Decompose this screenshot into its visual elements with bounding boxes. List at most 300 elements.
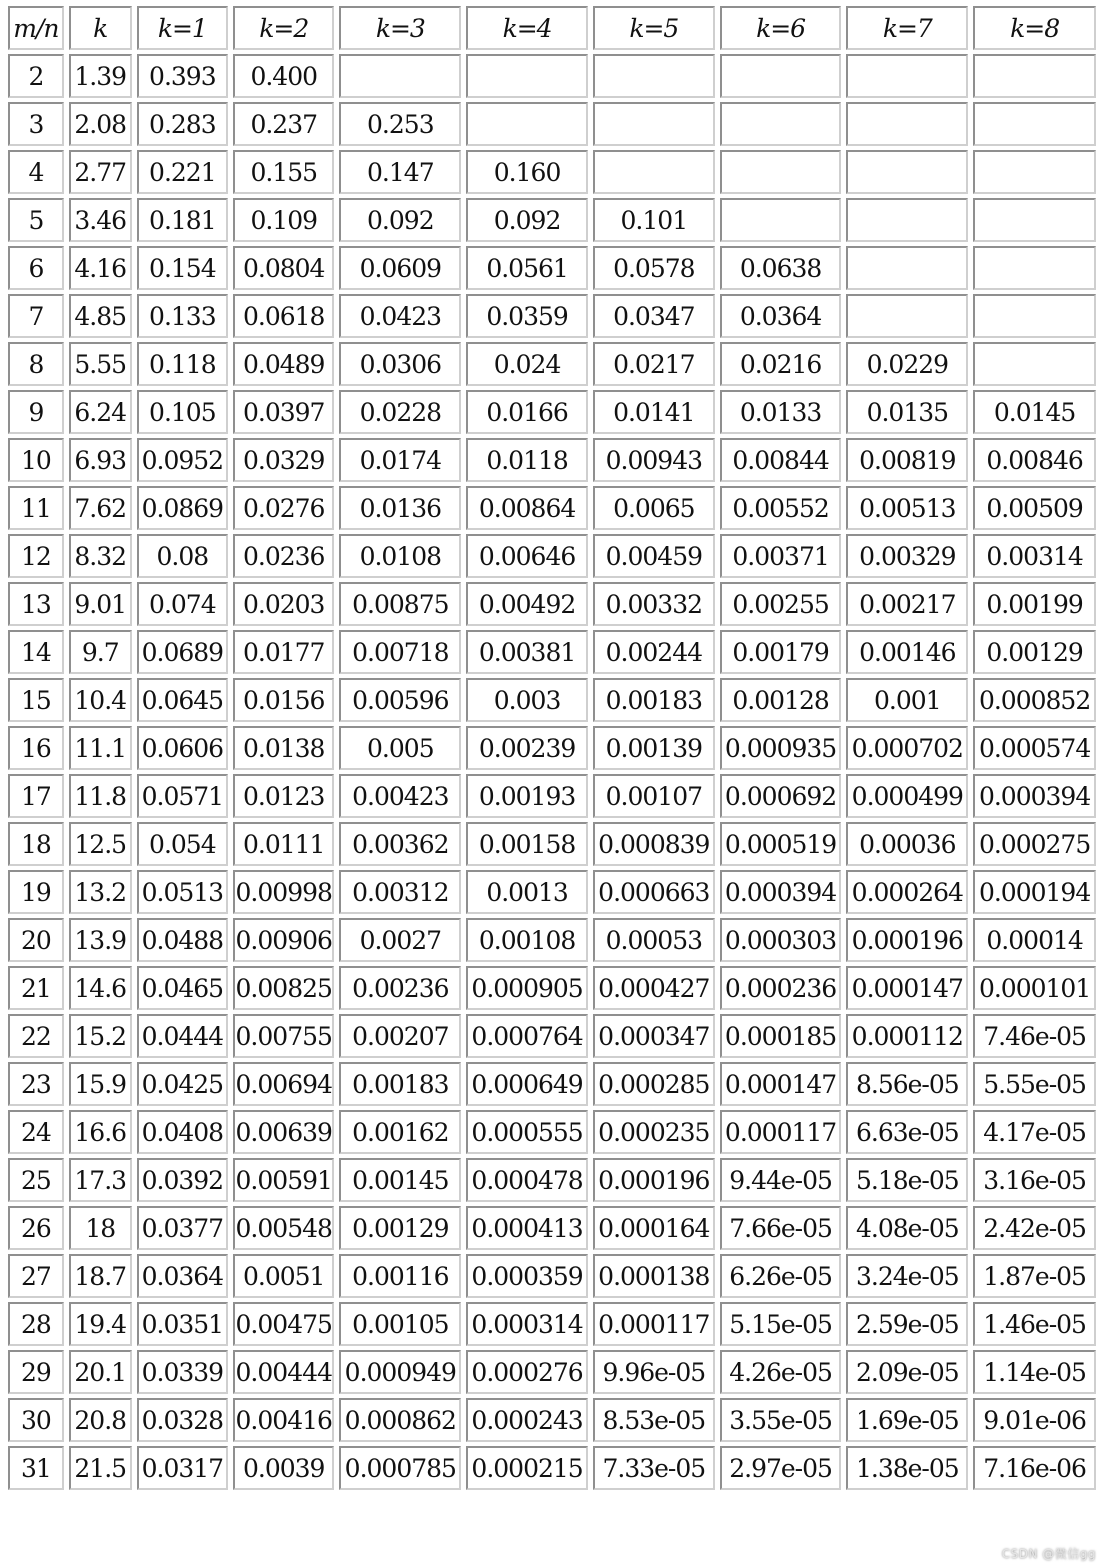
- table-row: [8, 678, 1096, 722]
- table-cell: 0.000519: [720, 822, 842, 866]
- row-label-cell: 8: [8, 342, 64, 386]
- table-cell: 0.0156: [233, 678, 334, 722]
- table-cell: 6.63e-05: [846, 1110, 968, 1154]
- table-cell: 0.000276: [466, 1350, 588, 1394]
- table-cell: 5.55e-05: [973, 1062, 1096, 1106]
- table-cell: 0.0869: [137, 486, 228, 530]
- table-cell: 0.00513: [846, 486, 968, 530]
- table-cell: 0.0489: [233, 342, 334, 386]
- table-cell: 0.0118: [466, 438, 588, 482]
- table-cell: 0.109: [233, 198, 334, 242]
- table-cell: 0.00193: [466, 774, 588, 818]
- table-row: [8, 822, 1096, 866]
- table-cell: 0.0689: [137, 630, 228, 674]
- table-cell: 10.4: [69, 678, 132, 722]
- row-label-cell: 29: [8, 1350, 64, 1394]
- table-cell: 0.0306: [339, 342, 461, 386]
- table-cell: [973, 198, 1096, 242]
- table-cell: 2.59e-05: [846, 1302, 968, 1346]
- table-cell: 0.00105: [339, 1302, 461, 1346]
- table-cell: 0.00129: [973, 630, 1096, 674]
- table-cell: 6.24: [69, 390, 132, 434]
- table-cell: [466, 102, 588, 146]
- table-cell: 13.9: [69, 918, 132, 962]
- table-row: [8, 774, 1096, 818]
- table-cell: 0.0317: [137, 1446, 228, 1490]
- table-cell: 9.96e-05: [593, 1350, 715, 1394]
- table-cell: 13.2: [69, 870, 132, 914]
- row-label-cell: 7: [8, 294, 64, 338]
- watermark: CSDN @微信gg: [1001, 1547, 1096, 1561]
- table-cell: 0.00552: [720, 486, 842, 530]
- table-cell: 0.000117: [593, 1302, 715, 1346]
- table-cell: 0.054: [137, 822, 228, 866]
- table-cell: 0.160: [466, 150, 588, 194]
- table-cell: 17.3: [69, 1158, 132, 1202]
- table-cell: [973, 102, 1096, 146]
- table-cell: 0.000649: [466, 1062, 588, 1106]
- table-cell: 0.0174: [339, 438, 461, 482]
- table-cell: [846, 54, 968, 98]
- table-cell: 0.00312: [339, 870, 461, 914]
- table-cell: 0.0228: [339, 390, 461, 434]
- table-cell: 18: [69, 1206, 132, 1250]
- table-cell: 0.00116: [339, 1254, 461, 1298]
- table-cell: 0.0364: [137, 1254, 228, 1298]
- table-cell: 0.0051: [233, 1254, 334, 1298]
- row-label-cell: 30: [8, 1398, 64, 1442]
- table-cell: 0.00108: [466, 918, 588, 962]
- table-cell: 0.000117: [720, 1110, 842, 1154]
- table-cell: [973, 246, 1096, 290]
- table-cell: [973, 342, 1096, 386]
- table-cell: 0.000164: [593, 1206, 715, 1250]
- table-cell: 0.00694: [233, 1062, 334, 1106]
- table-cell: 0.0359: [466, 294, 588, 338]
- table-cell: 0.00548: [233, 1206, 334, 1250]
- table-row: [8, 1398, 1096, 1442]
- table-row: [8, 390, 1096, 434]
- table-cell: 0.00139: [593, 726, 715, 770]
- table-cell: 8.32: [69, 534, 132, 578]
- table-cell: 0.000236: [720, 966, 842, 1010]
- table-row: [8, 1302, 1096, 1346]
- table-cell: 0.000692: [720, 774, 842, 818]
- table-cell: 0.00362: [339, 822, 461, 866]
- table-cell: 0.00107: [593, 774, 715, 818]
- table-cell: 3.16e-05: [973, 1158, 1096, 1202]
- table-cell: 0.000394: [720, 870, 842, 914]
- table-cell: 0.0377: [137, 1206, 228, 1250]
- table-cell: 0.000785: [339, 1446, 461, 1490]
- table-cell: 0.0444: [137, 1014, 228, 1058]
- table-cell: 1.46e-05: [973, 1302, 1096, 1346]
- table-cell: 0.147: [339, 150, 461, 194]
- table-cell: 0.0123: [233, 774, 334, 818]
- table-cell: 0.00255: [720, 582, 842, 626]
- table-cell: 21.5: [69, 1446, 132, 1490]
- table-row: [8, 294, 1096, 338]
- table-cell: 9.7: [69, 630, 132, 674]
- table-cell: 0.00444: [233, 1350, 334, 1394]
- table-cell: 0.0571: [137, 774, 228, 818]
- table-cell: 0.0145: [973, 390, 1096, 434]
- table-row: [8, 150, 1096, 194]
- row-label-cell: 28: [8, 1302, 64, 1346]
- table-cell: 1.87e-05: [973, 1254, 1096, 1298]
- row-label-cell: 5: [8, 198, 64, 242]
- table-row: [8, 246, 1096, 290]
- table-cell: 5.55: [69, 342, 132, 386]
- row-label-cell: 4: [8, 150, 64, 194]
- table-cell: 7.62: [69, 486, 132, 530]
- table-cell: 2.08: [69, 102, 132, 146]
- table-cell: 0.000499: [846, 774, 968, 818]
- table-cell: 0.000839: [593, 822, 715, 866]
- table-cell: 0.00423: [339, 774, 461, 818]
- table-cell: 0.000702: [846, 726, 968, 770]
- table-cell: [973, 54, 1096, 98]
- table-cell: 0.101: [593, 198, 715, 242]
- table-cell: 0.00129: [339, 1206, 461, 1250]
- table-cell: 4.08e-05: [846, 1206, 968, 1250]
- row-label-cell: 21: [8, 966, 64, 1010]
- table-cell: 0.000413: [466, 1206, 588, 1250]
- table-cell: 0.0397: [233, 390, 334, 434]
- table-cell: 0.00207: [339, 1014, 461, 1058]
- table-cell: 0.00844: [720, 438, 842, 482]
- table-cell: 2.09e-05: [846, 1350, 968, 1394]
- table-cell: 0.0216: [720, 342, 842, 386]
- table-cell: 0.000112: [846, 1014, 968, 1058]
- table-cell: 0.00998: [233, 870, 334, 914]
- column-header: m/n: [8, 6, 64, 50]
- table-cell: 0.0561: [466, 246, 588, 290]
- table-cell: 8.56e-05: [846, 1062, 968, 1106]
- table-cell: [593, 54, 715, 98]
- table-cell: 0.00217: [846, 582, 968, 626]
- table-cell: [846, 294, 968, 338]
- table-cell: 11.1: [69, 726, 132, 770]
- table-cell: 3.55e-05: [720, 1398, 842, 1442]
- table-cell: 0.0328: [137, 1398, 228, 1442]
- table-cell: 0.0513: [137, 870, 228, 914]
- table-cell: 0.0351: [137, 1302, 228, 1346]
- table-cell: 4.85: [69, 294, 132, 338]
- row-label-cell: 27: [8, 1254, 64, 1298]
- table-cell: 0.000196: [846, 918, 968, 962]
- table-cell: 0.0488: [137, 918, 228, 962]
- table-cell: 0.00475: [233, 1302, 334, 1346]
- row-label-cell: 13: [8, 582, 64, 626]
- table-row: [8, 1206, 1096, 1250]
- table-cell: 0.0236: [233, 534, 334, 578]
- table-cell: 0.000555: [466, 1110, 588, 1154]
- table-cell: 4.26e-05: [720, 1350, 842, 1394]
- table-row: [8, 582, 1096, 626]
- row-label-cell: 15: [8, 678, 64, 722]
- table-cell: 0.00239: [466, 726, 588, 770]
- table-cell: [466, 54, 588, 98]
- table-cell: [846, 246, 968, 290]
- table-cell: 0.0229: [846, 342, 968, 386]
- table-row: [8, 54, 1096, 98]
- table-cell: 0.0135: [846, 390, 968, 434]
- table-cell: 0.000478: [466, 1158, 588, 1202]
- table-cell: 6.26e-05: [720, 1254, 842, 1298]
- table-cell: 0.221: [137, 150, 228, 194]
- table-cell: 0.00864: [466, 486, 588, 530]
- table-cell: 0.000574: [973, 726, 1096, 770]
- table-cell: 0.000275: [973, 822, 1096, 866]
- table-cell: 5.15e-05: [720, 1302, 842, 1346]
- table-row: [8, 198, 1096, 242]
- table-cell: 0.400: [233, 54, 334, 98]
- table-cell: 0.0606: [137, 726, 228, 770]
- table-cell: 0.001: [846, 678, 968, 722]
- table-cell: 0.0276: [233, 486, 334, 530]
- table-cell: 0.0141: [593, 390, 715, 434]
- table-cell: 0.0203: [233, 582, 334, 626]
- row-label-cell: 19: [8, 870, 64, 914]
- table-cell: 0.0364: [720, 294, 842, 338]
- table-cell: 0.000196: [593, 1158, 715, 1202]
- table-cell: 0.00381: [466, 630, 588, 674]
- table-cell: 9.01: [69, 582, 132, 626]
- table-cell: 0.0138: [233, 726, 334, 770]
- table-row: [8, 726, 1096, 770]
- table-cell: 0.00146: [846, 630, 968, 674]
- table-row: [8, 630, 1096, 674]
- table-cell: 0.000185: [720, 1014, 842, 1058]
- table-cell: 0.00179: [720, 630, 842, 674]
- table-row: [8, 1110, 1096, 1154]
- table-cell: 7.46e-05: [973, 1014, 1096, 1058]
- table-cell: 0.0136: [339, 486, 461, 530]
- table-cell: 4.16: [69, 246, 132, 290]
- table-cell: 0.00875: [339, 582, 461, 626]
- table-cell: 8.53e-05: [593, 1398, 715, 1442]
- table-cell: 0.0347: [593, 294, 715, 338]
- table-cell: 1.69e-05: [846, 1398, 968, 1442]
- table-cell: 0.000427: [593, 966, 715, 1010]
- table-cell: 1.38e-05: [846, 1446, 968, 1490]
- table-cell: 0.181: [137, 198, 228, 242]
- table-body: [8, 54, 1096, 1490]
- table-cell: 0.00459: [593, 534, 715, 578]
- table-cell: [846, 198, 968, 242]
- row-label-cell: 24: [8, 1110, 64, 1154]
- table-cell: 5.18e-05: [846, 1158, 968, 1202]
- table-cell: 1.14e-05: [973, 1350, 1096, 1394]
- table-row: [8, 870, 1096, 914]
- table-cell: 0.0578: [593, 246, 715, 290]
- table-cell: [339, 54, 461, 98]
- table-row: [8, 342, 1096, 386]
- table-cell: 0.00128: [720, 678, 842, 722]
- table-cell: 0.000147: [720, 1062, 842, 1106]
- table-cell: 20.1: [69, 1350, 132, 1394]
- table-row: [8, 918, 1096, 962]
- table-cell: 0.000347: [593, 1014, 715, 1058]
- table-cell: 0.000764: [466, 1014, 588, 1058]
- table-cell: 7.33e-05: [593, 1446, 715, 1490]
- table-cell: 0.00236: [339, 966, 461, 1010]
- table-cell: 0.00244: [593, 630, 715, 674]
- column-header: k=1: [137, 6, 228, 50]
- table-cell: 0.0108: [339, 534, 461, 578]
- table-cell: 0.000852: [973, 678, 1096, 722]
- row-label-cell: 2: [8, 54, 64, 98]
- table-cell: 0.00162: [339, 1110, 461, 1154]
- table-cell: [973, 150, 1096, 194]
- table-cell: [720, 150, 842, 194]
- table-cell: 0.0013: [466, 870, 588, 914]
- table-cell: 0.0217: [593, 342, 715, 386]
- table-cell: 0.155: [233, 150, 334, 194]
- false-positive-rate-table: [3, 2, 1101, 1494]
- table-cell: 9.01e-06: [973, 1398, 1096, 1442]
- table-cell: 16.6: [69, 1110, 132, 1154]
- table-cell: 0.000905: [466, 966, 588, 1010]
- table-cell: 0.0111: [233, 822, 334, 866]
- row-label-cell: 26: [8, 1206, 64, 1250]
- row-label-cell: 3: [8, 102, 64, 146]
- table-row: [8, 438, 1096, 482]
- column-header: k=3: [339, 6, 461, 50]
- table-cell: 6.93: [69, 438, 132, 482]
- table-cell: 0.005: [339, 726, 461, 770]
- table-container: [3, 2, 1101, 1494]
- table-cell: 0.000949: [339, 1350, 461, 1394]
- row-label-cell: 22: [8, 1014, 64, 1058]
- table-cell: 0.0645: [137, 678, 228, 722]
- row-label-cell: 23: [8, 1062, 64, 1106]
- table-cell: 0.00036: [846, 822, 968, 866]
- table-cell: 0.0039: [233, 1446, 334, 1490]
- table-cell: 0.118: [137, 342, 228, 386]
- table-cell: [846, 102, 968, 146]
- table-cell: 0.00416: [233, 1398, 334, 1442]
- table-row: [8, 1254, 1096, 1298]
- table-cell: 12.5: [69, 822, 132, 866]
- table-cell: [720, 198, 842, 242]
- table-cell: 0.0425: [137, 1062, 228, 1106]
- table-cell: 0.393: [137, 54, 228, 98]
- table-cell: 3.24e-05: [846, 1254, 968, 1298]
- table-cell: 0.0166: [466, 390, 588, 434]
- table-cell: 0.00183: [593, 678, 715, 722]
- table-cell: 0.000314: [466, 1302, 588, 1346]
- row-label-cell: 9: [8, 390, 64, 434]
- table-cell: 0.00509: [973, 486, 1096, 530]
- table-cell: [973, 294, 1096, 338]
- table-cell: 0.00819: [846, 438, 968, 482]
- row-label-cell: 16: [8, 726, 64, 770]
- table-cell: 9.44e-05: [720, 1158, 842, 1202]
- row-label-cell: 10: [8, 438, 64, 482]
- table-cell: 0.0408: [137, 1110, 228, 1154]
- table-cell: 0.0618: [233, 294, 334, 338]
- table-cell: 0.000935: [720, 726, 842, 770]
- table-cell: 0.000285: [593, 1062, 715, 1106]
- column-header: k=8: [973, 6, 1096, 50]
- table-row: [8, 1446, 1096, 1490]
- table-cell: 0.000663: [593, 870, 715, 914]
- table-cell: 0.00492: [466, 582, 588, 626]
- table-cell: 0.000235: [593, 1110, 715, 1154]
- table-cell: 0.00646: [466, 534, 588, 578]
- table-cell: 0.000215: [466, 1446, 588, 1490]
- table-cell: 0.237: [233, 102, 334, 146]
- column-header: k: [69, 6, 132, 50]
- row-label-cell: 11: [8, 486, 64, 530]
- table-cell: 0.0027: [339, 918, 461, 962]
- table-cell: 0.00596: [339, 678, 461, 722]
- table-cell: 0.0638: [720, 246, 842, 290]
- table-cell: 0.00825: [233, 966, 334, 1010]
- table-cell: 7.66e-05: [720, 1206, 842, 1250]
- table-cell: 0.0392: [137, 1158, 228, 1202]
- table-row: [8, 486, 1096, 530]
- table-cell: 0.000194: [973, 870, 1096, 914]
- table-cell: 0.0329: [233, 438, 334, 482]
- table-cell: 15.9: [69, 1062, 132, 1106]
- table-cell: 0.00053: [593, 918, 715, 962]
- row-label-cell: 18: [8, 822, 64, 866]
- table-cell: 0.0177: [233, 630, 334, 674]
- table-cell: 2.42e-05: [973, 1206, 1096, 1250]
- table-cell: 20.8: [69, 1398, 132, 1442]
- table-cell: 0.00329: [846, 534, 968, 578]
- row-label-cell: 17: [8, 774, 64, 818]
- table-cell: 0.283: [137, 102, 228, 146]
- table-row: [8, 966, 1096, 1010]
- table-cell: 0.000101: [973, 966, 1096, 1010]
- table-cell: 11.8: [69, 774, 132, 818]
- table-cell: 0.00846: [973, 438, 1096, 482]
- table-cell: 2.77: [69, 150, 132, 194]
- table-cell: 0.000264: [846, 870, 968, 914]
- table-cell: 0.00755: [233, 1014, 334, 1058]
- table-row: [8, 1014, 1096, 1058]
- column-header: k=2: [233, 6, 334, 50]
- table-cell: 0.0339: [137, 1350, 228, 1394]
- table-cell: 0.253: [339, 102, 461, 146]
- table-cell: 0.0065: [593, 486, 715, 530]
- table-row: [8, 1350, 1096, 1394]
- table-row: [8, 1062, 1096, 1106]
- table-cell: 3.46: [69, 198, 132, 242]
- table-cell: 4.17e-05: [973, 1110, 1096, 1154]
- table-cell: 15.2: [69, 1014, 132, 1058]
- table-cell: 1.39: [69, 54, 132, 98]
- table-cell: 0.154: [137, 246, 228, 290]
- table-cell: 0.08: [137, 534, 228, 578]
- table-row: [8, 1158, 1096, 1202]
- table-cell: 18.7: [69, 1254, 132, 1298]
- table-cell: 0.000394: [973, 774, 1096, 818]
- table-cell: 0.003: [466, 678, 588, 722]
- table-cell: 0.0423: [339, 294, 461, 338]
- table-cell: 14.6: [69, 966, 132, 1010]
- table-cell: [593, 150, 715, 194]
- table-cell: 7.16e-06: [973, 1446, 1096, 1490]
- table-cell: 0.00199: [973, 582, 1096, 626]
- table-row: [8, 534, 1096, 578]
- table-cell: 0.00332: [593, 582, 715, 626]
- table-cell: 0.0133: [720, 390, 842, 434]
